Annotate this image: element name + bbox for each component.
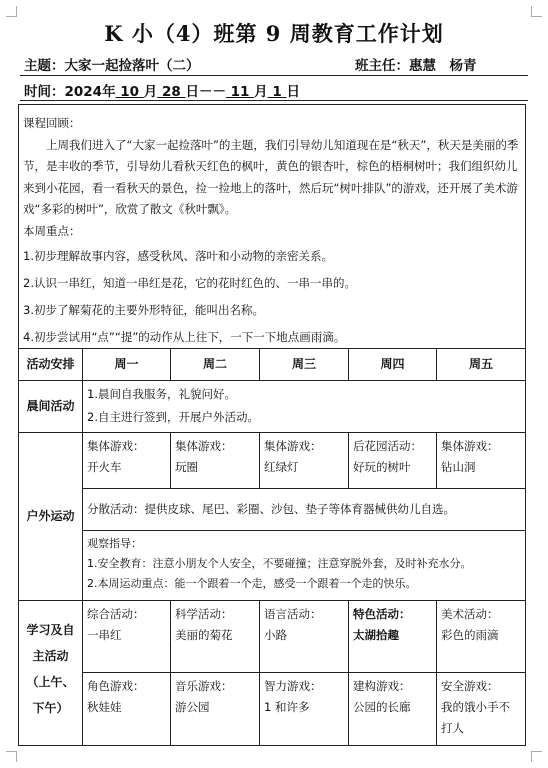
activity-name: 太湖拾趣 <box>353 628 399 642</box>
crop-mark <box>531 751 542 762</box>
activity-name: 一串红 <box>87 628 122 642</box>
activity-name: 游公园 <box>175 700 210 714</box>
teacher-label: 班主任： <box>355 58 409 74</box>
time-day-end: 1 <box>267 84 287 100</box>
activity-name: 小路 <box>264 628 287 642</box>
activity-type: 综合活动： <box>87 607 145 621</box>
morning-content <box>83 381 525 433</box>
learning-fri <box>437 601 525 673</box>
focus-point: 4.初步尝试用“点”“提”的动作从上往下，一下一下地点画雨滴。 <box>23 330 346 344</box>
activity-type: 集体游戏： <box>87 439 145 453</box>
focus-point: 3.初步了解菊花的主要外形特征，能叫出名称。 <box>23 303 264 317</box>
game-wed <box>260 673 349 745</box>
header-day-mon: 周一 <box>83 349 171 381</box>
activity-type: 集体游戏： <box>264 439 322 453</box>
outdoor-game-wed <box>260 433 349 489</box>
time-year: 2024年 <box>64 84 116 100</box>
teacher-value: 惠慧 杨青 <box>409 58 477 74</box>
outdoor-label: 户外运动 <box>19 433 83 601</box>
review-heading: 课程回顾： <box>23 116 81 130</box>
course-review <box>19 105 525 349</box>
time-line <box>24 80 300 100</box>
learning-wed <box>260 601 349 673</box>
observe-heading: 观察指导： <box>87 537 142 550</box>
time-text: 月 <box>254 84 268 100</box>
activity-name: 红绿灯 <box>264 460 299 474</box>
time-text: 日 <box>286 84 300 100</box>
game-thu <box>349 673 437 745</box>
learning-label-line: 下午） <box>32 701 69 715</box>
game-tue <box>171 673 260 745</box>
crop-mark <box>531 6 542 17</box>
header-day-thu: 周四 <box>349 349 437 381</box>
morning-label: 晨间活动 <box>19 381 83 433</box>
crop-mark <box>6 751 17 762</box>
game-mon <box>83 673 171 745</box>
activity-name: 1 和许多 <box>264 700 310 714</box>
focus-point: 2.认识一串红，知道一串红是花，它的花时红色的、一串一串的。 <box>23 276 356 290</box>
activity-type: 智力游戏： <box>264 679 322 693</box>
activity-name: 玩圈 <box>175 460 198 474</box>
learning-mon <box>83 601 171 673</box>
outdoor-game-thu <box>349 433 437 489</box>
activity-type: 集体游戏： <box>441 439 499 453</box>
time-label: 时间： <box>24 84 65 100</box>
outdoor-game-tue <box>171 433 260 489</box>
time-text: 月 <box>143 84 158 100</box>
divider <box>20 75 528 76</box>
teacher-line <box>355 54 477 74</box>
focus-point: 1.初步理解故事内容，感受秋风、落叶和小动物的亲密关系。 <box>23 249 333 263</box>
learning-thu <box>349 601 437 673</box>
morning-item: 2.自主进行签到，开展户外活动。 <box>87 410 259 424</box>
activity-name: 秋娃娃 <box>87 700 122 714</box>
time-text: 日－－ <box>185 84 226 100</box>
learning-label-line: （上午、 <box>26 675 75 689</box>
activity-type: 集体游戏： <box>175 439 233 453</box>
observe-guide <box>83 531 525 601</box>
morning-item: 1.晨间自我服务，礼貌问好。 <box>87 387 236 401</box>
learning-label <box>19 601 83 745</box>
review-paragraph: 上周我们进入了“大家一起捡落叶”的主题，我们引导幼儿知道现在是“秋天”，秋天是美丽的季节，是丰收的季节，引导幼儿看秋天红色的枫叶，黄色的银杏叶，棕色的梧桐树叶；我们组织幼儿来到小花园，看一看秋天的景色，捡一捡地上的落叶，然后玩“树叶排队”的游戏，还开展了美术游戏“多彩的树叶”，欣赏了散文《秋叶飘》。 <box>23 137 519 216</box>
game-fri <box>437 673 525 745</box>
observe-item: 2.本周运动重点：能一个跟着一个走，感受一个跟着一个走的快乐。 <box>87 577 417 590</box>
time-day-start: 28 <box>157 84 186 100</box>
theme-value: 大家一起捡落叶（二） <box>64 58 200 74</box>
header-day-wed: 周三 <box>260 349 349 381</box>
plan-table <box>18 104 526 746</box>
learning-tue <box>171 601 260 673</box>
activity-type: 后花园活动： <box>353 439 422 453</box>
activity-name: 美丽的菊花 <box>175 628 233 642</box>
activity-type: 语言活动： <box>264 607 322 621</box>
header-day-tue: 周二 <box>171 349 260 381</box>
learning-label-line: 学习及自 <box>26 623 75 637</box>
theme-label: 主题： <box>24 58 65 74</box>
outdoor-game-mon <box>83 433 171 489</box>
focus-heading: 本周重点： <box>23 223 81 238</box>
activity-type: 安全游戏： <box>441 679 499 693</box>
scatter-activity: 分散活动：提供皮球、尾巴、彩圈、沙包、垫子等体育器械供幼儿自选。 <box>83 489 525 531</box>
activity-type: 角色游戏： <box>87 679 145 693</box>
document-title: K 小（4）班第 9 周教育工作计划 <box>104 21 444 46</box>
activity-name: 我的饿小手不打人 <box>441 700 510 735</box>
activity-type: 音乐游戏： <box>175 679 233 693</box>
activity-name: 好玩的树叶 <box>353 460 411 474</box>
theme-line <box>24 54 200 74</box>
crop-mark <box>6 6 17 17</box>
activity-name: 钻山洞 <box>441 460 476 474</box>
divider <box>20 100 528 101</box>
time-month-end: 11 <box>225 84 255 100</box>
activity-type: 特色活动： <box>353 607 411 621</box>
activity-name: 公园的长廊 <box>353 700 411 714</box>
header-corner: 活动安排 <box>19 349 83 381</box>
outdoor-game-fri <box>437 433 525 489</box>
activity-type: 建构游戏： <box>353 679 411 693</box>
activity-name: 开火车 <box>87 460 122 474</box>
header-day-fri: 周五 <box>437 349 525 381</box>
observe-item: 1.安全教育：注意小朋友个人安全，不要碰撞；注意穿脱外套，及时补充水分。 <box>87 557 472 570</box>
learning-label-line: 主活动 <box>32 649 69 663</box>
activity-type: 美术活动： <box>441 607 499 621</box>
time-month-start: 10 <box>115 84 144 100</box>
activity-type: 科学活动： <box>175 607 233 621</box>
activity-name: 彩色的雨滴 <box>441 628 499 642</box>
